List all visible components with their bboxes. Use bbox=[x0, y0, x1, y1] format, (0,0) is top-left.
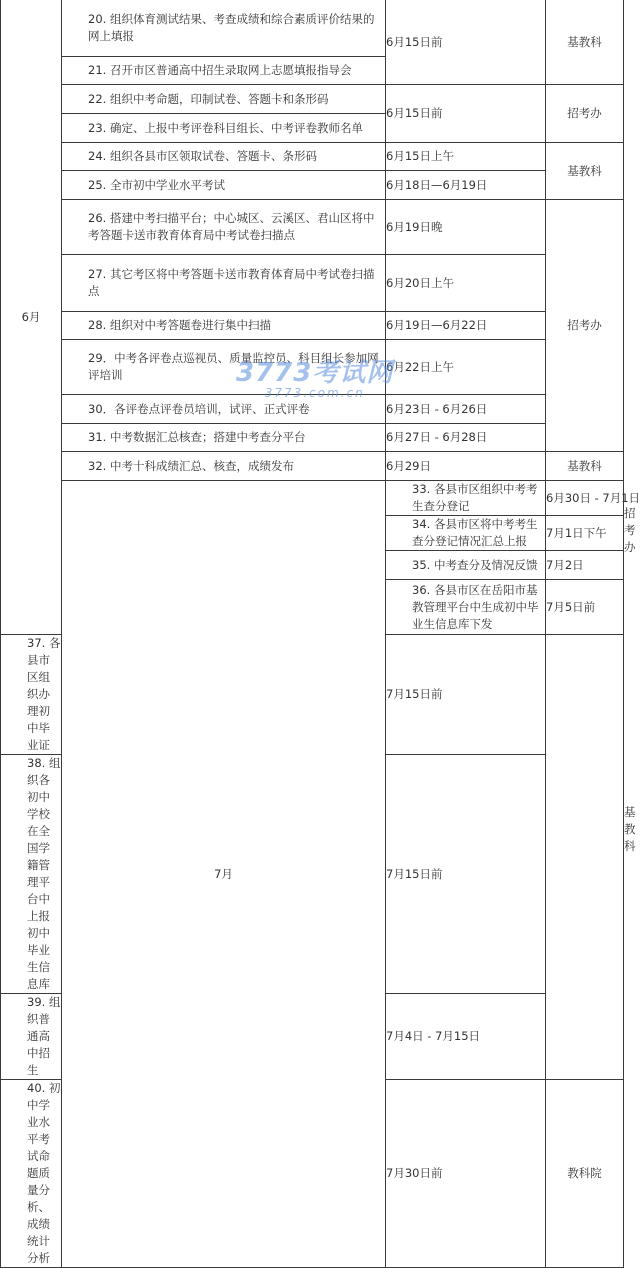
date-cell: 6月20日上午 bbox=[386, 255, 546, 312]
task-cell: 27. 其它考区将中考答题卡送市教育体育局中考试卷扫描点 bbox=[62, 255, 386, 312]
month-cell-june: 6月 bbox=[1, 0, 62, 635]
date-cell: 6月27日 - 6月28日 bbox=[386, 424, 546, 452]
date-cell: 6月19日晚 bbox=[386, 200, 546, 255]
org-cell: 基教科 bbox=[546, 143, 624, 200]
date-cell: 7月1日下午 bbox=[546, 516, 624, 551]
task-cell: 26. 搭建中考扫描平台；中心城区、云溪区、君山区将中考答题卡送市教育体育局中考试卷扫描点 bbox=[62, 200, 386, 255]
date-cell: 6月15日前 bbox=[386, 0, 546, 85]
task-cell: 28. 组织对中考答题卷进行集中扫描 bbox=[62, 312, 386, 340]
date-cell: 6月19日—6月22日 bbox=[386, 312, 546, 340]
task-cell: 34. 各县市区将中考考生查分登记情况汇总上报 bbox=[386, 516, 546, 551]
task-cell: 30．各评卷点评卷员培训，试评、正式评卷 bbox=[62, 395, 386, 424]
date-cell: 6月22日上午 bbox=[386, 340, 546, 395]
task-cell: 32. 中考十科成绩汇总、核查，成绩发布 bbox=[62, 452, 386, 481]
table-row bbox=[1, 424, 624, 452]
date-cell: 7月15日前 bbox=[386, 635, 546, 755]
table-row bbox=[1, 340, 624, 395]
table-row bbox=[1, 452, 624, 481]
month-cell-july: 7月 bbox=[62, 481, 386, 1268]
task-cell: 22. 组织中考命题，印制试卷、答题卡和条形码 bbox=[62, 85, 386, 114]
org-cell: 教科院 bbox=[546, 1080, 624, 1268]
date-cell: 7月4日 - 7月15日 bbox=[386, 994, 546, 1080]
watermark-url: 3773.com.cn bbox=[264, 386, 365, 400]
table-row bbox=[1, 255, 624, 312]
task-cell: 20. 组织体育测试结果、考查成绩和综合素质评价结果的网上填报 bbox=[62, 0, 386, 57]
date-cell: 6月18日—6月19日 bbox=[386, 171, 546, 200]
task-cell: 35. 中考查分及情况反馈 bbox=[386, 551, 546, 580]
table-row bbox=[1, 200, 624, 255]
date-cell: 6月23日 - 6月26日 bbox=[386, 395, 546, 424]
task-cell: 36. 各县市区在岳阳市基教管理平台中生成初中毕业生信息库下发 bbox=[386, 580, 546, 635]
table-row bbox=[1, 171, 624, 200]
date-cell: 6月29日 bbox=[386, 452, 546, 481]
task-cell: 38. 组织各初中学校在全国学籍管理平台中上报初中毕业生信息库 bbox=[1, 755, 62, 994]
table-row bbox=[1, 312, 624, 340]
task-cell: 39. 组织普通高中招生 bbox=[1, 994, 62, 1080]
org-cell: 招考办 bbox=[546, 85, 624, 143]
task-cell: 21. 召开市区普通高中招生录取网上志愿填报指导会 bbox=[62, 57, 386, 85]
table-row bbox=[1, 143, 624, 171]
date-cell: 6月15日上午 bbox=[386, 143, 546, 171]
org-cell: 招考办 bbox=[546, 200, 624, 452]
table-row: 7月 33. 各县市区组织中考考生查分登记 6月30日 - 7月1日 招考办 bbox=[1, 481, 624, 516]
date-cell: 6月30日 - 7月1日 bbox=[546, 481, 624, 516]
org-cell: 基教科 bbox=[546, 0, 624, 85]
table-row bbox=[1, 395, 624, 424]
date-cell: 7月15日前 bbox=[386, 755, 546, 994]
date-cell: 7月2日 bbox=[546, 551, 624, 580]
table-row bbox=[1, 85, 624, 114]
date-cell: 7月5日前 bbox=[546, 580, 624, 635]
task-cell: 23. 确定、上报中考评卷科目组长、中考评卷教师名单 bbox=[62, 114, 386, 143]
date-cell: 6月15日前 bbox=[386, 85, 546, 143]
task-cell: 25. 全市初中学业水平考试 bbox=[62, 171, 386, 200]
task-cell: 24. 组织各县市区领取试卷、答题卡、条形码 bbox=[62, 143, 386, 171]
task-cell: 37. 各县市区组织办理初中毕业证 bbox=[1, 635, 62, 755]
date-cell: 7月30日前 bbox=[386, 1080, 546, 1268]
task-cell: 33. 各县市区组织中考考生查分登记 bbox=[386, 481, 546, 516]
table-row bbox=[1, 0, 624, 57]
task-cell: 31. 中考数据汇总核查；搭建中考查分平台 bbox=[62, 424, 386, 452]
org-cell: 基教科 bbox=[546, 452, 624, 481]
task-cell: 40. 初中学业水平考试命题质量分析、成绩统计分析 bbox=[1, 1080, 62, 1268]
task-cell: 29．中考各评卷点巡视员、质量监控员、科目组长参加网评培训 bbox=[62, 340, 386, 395]
watermark-logo-text: 3773考试网 bbox=[236, 358, 394, 388]
table-row: 36. 各县市区在岳阳市基教管理平台中生成初中毕业生信息库下发 7月5日前 基教科 bbox=[1, 580, 624, 635]
